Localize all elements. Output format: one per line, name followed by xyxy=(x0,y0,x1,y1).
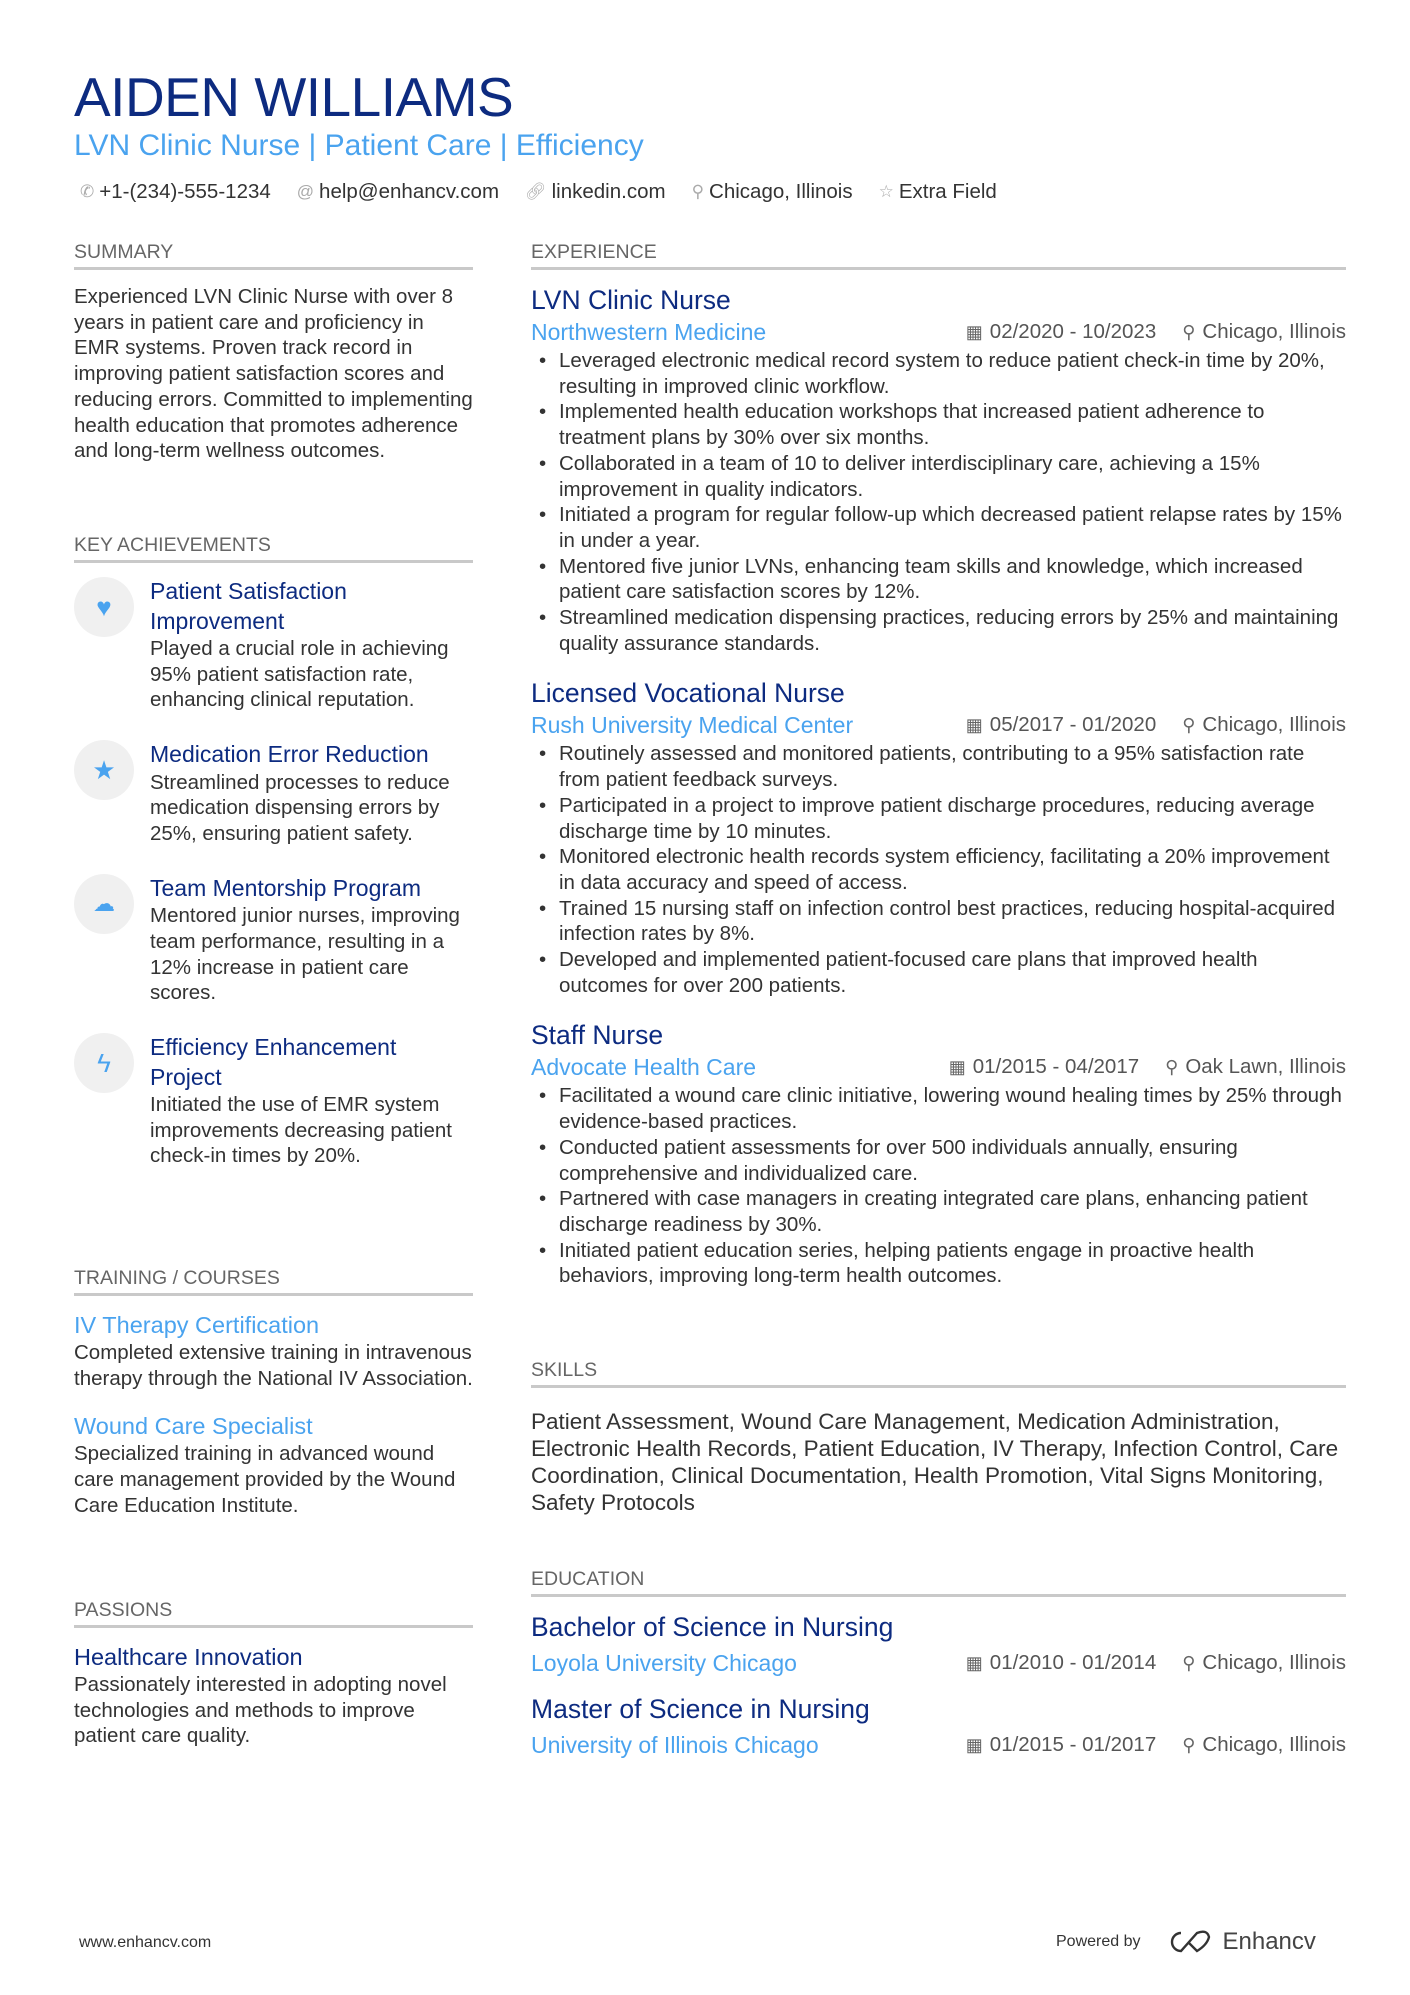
education-location xyxy=(1182,1733,1346,1757)
job-bullet: • Streamlined medication dispensing practices, reducing errors by 25% and maintaining quality assurance standards. xyxy=(559,605,1346,656)
link-icon: 🔗︎ xyxy=(525,182,547,201)
achievement-text: Initiated the use of EMR system improvements decreasing patient check-in times by 20%. xyxy=(150,1093,452,1168)
calendar-icon: ▦ xyxy=(965,1734,983,1755)
education-meta-row xyxy=(531,1643,1346,1683)
job-entry xyxy=(531,1019,1346,1289)
job-title: Staff Nurse xyxy=(531,1020,664,1051)
enhancv-logo-icon xyxy=(1167,1929,1213,1955)
education-meta-row xyxy=(531,1725,1346,1765)
training-text: Specialized training in advanced wound care management provided by the Wound Care Education Institute. xyxy=(74,1442,456,1517)
education-location xyxy=(1182,1651,1346,1675)
location-text: Chicago, Illinois xyxy=(1202,1651,1346,1674)
training-section xyxy=(74,1266,473,1519)
phone-text: +1-(234)-555-1234 xyxy=(99,180,271,203)
job-bullet: • Trained 15 nursing staff on infection control best practices, reducing hospital-acquired infection rates by 8%. xyxy=(559,896,1346,947)
education-dates xyxy=(966,1651,1156,1675)
company-name: Advocate Health Care xyxy=(531,1053,757,1080)
degree: Bachelor of Science in Nursing xyxy=(531,1612,894,1642)
linkedin-text: linkedin.com xyxy=(551,180,666,203)
contact-extra xyxy=(879,178,997,206)
dates-text: 01/2015 - 04/2017 xyxy=(972,1055,1140,1079)
education-section xyxy=(531,1567,1346,1765)
section-heading: TRAINING / COURSES xyxy=(74,1266,473,1296)
job-bullet: • Routinely assessed and monitored patients, contributing to a 95% satisfaction rate from patient feedback surveys. xyxy=(559,741,1346,792)
achievement-item xyxy=(74,740,473,847)
section-heading: KEY ACHIEVEMENTS xyxy=(74,533,473,563)
achievement-title: Team Mentorship Program xyxy=(150,874,421,901)
enhancv-logo[interactable] xyxy=(1167,1928,1316,1956)
job-dates xyxy=(966,320,1156,344)
footer-website[interactable]: www.enhancv.com xyxy=(79,1934,212,1951)
school-name: University of Illinois Chicago xyxy=(531,1731,819,1758)
contact-email[interactable] xyxy=(297,178,499,206)
calendar-icon: ▦ xyxy=(965,1652,983,1673)
job-bullets xyxy=(531,1083,1346,1289)
location-pin-icon: ⚲ xyxy=(1182,1734,1196,1755)
job-bullet: • Participated in a project to improve patient discharge procedures, reducing average discharge time by 10 minutes. xyxy=(559,793,1346,844)
job-bullet: • Implemented health education workshops that increased patient adherence to treatment plans by 30% over six months. xyxy=(559,399,1346,450)
job-bullet: • Initiated a program for regular follow-up which decreased patient relapse rates by 15% in under a year. xyxy=(559,502,1346,553)
calendar-icon: ▦ xyxy=(948,1056,966,1077)
education-entry xyxy=(531,1611,1346,1683)
at-icon: @ xyxy=(296,182,315,201)
training-title: Wound Care Specialist xyxy=(74,1413,313,1440)
job-entry xyxy=(531,677,1346,998)
education-entry xyxy=(531,1693,1346,1765)
achievement-item xyxy=(74,1033,473,1169)
email-text: help@enhancv.com xyxy=(319,180,500,203)
job-bullet: • Leveraged electronic medical record system to reduce patient check-in time by 20%, resulting in improved clinic workflow. xyxy=(559,348,1346,399)
achievement-title: Medication Error Reduction xyxy=(150,741,429,768)
job-dates xyxy=(966,713,1156,737)
dates-text: 01/2010 - 01/2014 xyxy=(989,1651,1157,1674)
achievement-item xyxy=(74,874,473,1006)
contact-linkedin[interactable] xyxy=(525,178,666,206)
achievement-title: Efficiency Enhancement Project xyxy=(150,1034,397,1090)
job-location xyxy=(1182,320,1346,344)
job-bullet: • Mentored five junior LVNs, enhancing team skills and knowledge, which increased patient care satisfaction scores by 12%. xyxy=(559,554,1346,605)
job-location xyxy=(1182,713,1346,737)
contact-bar xyxy=(80,178,997,206)
location-text: Chicago, Illinois xyxy=(709,180,853,203)
experience-section xyxy=(531,240,1346,1289)
powered-by-label: Powered by xyxy=(1056,1933,1141,1950)
location-pin-icon: ⚲ xyxy=(1182,714,1196,735)
degree: Master of Science in Nursing xyxy=(531,1694,870,1724)
job-location xyxy=(1165,1055,1346,1079)
calendar-icon: ▦ xyxy=(965,714,983,735)
dates-text: 01/2015 - 01/2017 xyxy=(989,1733,1157,1756)
job-bullet: • Initiated patient education series, helping patients engage in proactive health behaviors, improving long-term health outcomes. xyxy=(559,1238,1346,1289)
job-bullets xyxy=(531,348,1346,656)
job-meta-row xyxy=(531,316,1346,348)
bolt-icon: ϟ xyxy=(74,1033,134,1093)
section-heading: SKILLS xyxy=(531,1358,1346,1388)
job-bullet: • Facilitated a wound care clinic initiative, lowering wound healing times by 25% through evidence-based practices. xyxy=(559,1083,1346,1134)
training-title: IV Therapy Certification xyxy=(74,1312,320,1338)
education-dates xyxy=(966,1733,1156,1757)
brain-icon: ☁ xyxy=(74,874,134,934)
achievement-item xyxy=(74,577,473,713)
candidate-name: AIDEN WILLIAMS xyxy=(74,66,514,128)
footer-branding xyxy=(1056,1928,1316,1956)
location-pin-icon: ⚲ xyxy=(1182,1652,1196,1673)
location-text: Chicago, Illinois xyxy=(1202,1733,1346,1756)
job-entry xyxy=(531,284,1346,656)
skills-text: Patient Assessment, Wound Care Management, Medication Administration, Electronic Health Records, Patient Education, IV Therapy, Infection Control, Care Coordination, Clinical Documentation, Health Promotion, Vital Signs Monitoring, Safety Protocols xyxy=(531,1409,1339,1515)
star-icon: ☆ xyxy=(878,182,894,201)
achievement-text: Mentored junior nurses, improving team performance, resulting in a 12% increase in patient care scores. xyxy=(150,904,460,1005)
location-text: Oak Lawn, Illinois xyxy=(1185,1055,1346,1079)
star-icon: ★ xyxy=(74,740,134,800)
location-pin-icon: ⚲ xyxy=(1182,321,1196,342)
contact-location xyxy=(692,178,853,206)
summary-text: Experienced LVN Clinic Nurse with over 8 years in patient care and proficiency in EMR systems. Proven track record in improving patient satisfaction scores and reducing errors. Committed to implementing health education that promotes adherence and long-term wellness outcomes. xyxy=(74,285,473,463)
contact-phone xyxy=(80,178,271,206)
location-icon: ⚲ xyxy=(691,182,705,201)
summary-section xyxy=(74,240,473,464)
brand-name: Enhancv xyxy=(1222,1928,1316,1955)
job-bullet: • Monitored electronic health records system efficiency, facilitating a 20% improvement in data accuracy and speed of access. xyxy=(559,844,1346,895)
job-bullet: • Partnered with case managers in creating integrated care plans, enhancing patient discharge readiness by 30%. xyxy=(559,1186,1346,1237)
achievements-section xyxy=(74,533,473,1169)
dates-text: 02/2020 - 10/2023 xyxy=(989,320,1157,343)
extra-text: Extra Field xyxy=(898,180,997,203)
job-bullet: • Collaborated in a team of 10 to deliver interdisciplinary care, achieving a 15% improvement in quality indicators. xyxy=(559,451,1346,502)
job-meta-row xyxy=(531,1051,1346,1083)
calendar-icon: ▦ xyxy=(965,321,983,342)
passions-section xyxy=(74,1598,473,1749)
dates-text: 05/2017 - 01/2020 xyxy=(989,713,1157,737)
job-dates xyxy=(949,1055,1139,1079)
achievement-text: Played a crucial role in achieving 95% patient satisfaction rate, enhancing clinical reputation. xyxy=(150,637,449,712)
location-text: Chicago, Illinois xyxy=(1202,320,1346,343)
achievement-title: Patient Satisfaction Improvement xyxy=(150,578,347,634)
school-name: Loyola University Chicago xyxy=(531,1649,797,1676)
company-name: Northwestern Medicine xyxy=(531,318,767,345)
company-name: Rush University Medical Center xyxy=(531,711,854,738)
training-text: Completed extensive training in intravenous therapy through the National IV Association. xyxy=(74,1341,473,1390)
job-title: LVN Clinic Nurse xyxy=(531,285,731,315)
job-title: Licensed Vocational Nurse xyxy=(531,678,845,709)
section-heading: PASSIONS xyxy=(74,1598,473,1628)
job-meta-row xyxy=(531,709,1346,741)
passion-title: Healthcare Innovation xyxy=(74,1644,303,1670)
headline: LVN Clinic Nurse | Patient Care | Efficiency xyxy=(74,129,644,162)
heart-icon: ♥ xyxy=(74,577,134,637)
job-bullet: • Developed and implemented patient-focused care plans that improved health outcomes for over 200 patients. xyxy=(559,947,1346,998)
skills-section xyxy=(531,1358,1346,1516)
section-heading: EDUCATION xyxy=(531,1567,1346,1597)
job-bullet: • Conducted patient assessments for over 500 individuals annually, ensuring comprehensive and individualized care. xyxy=(559,1135,1346,1186)
section-heading: EXPERIENCE xyxy=(531,240,1346,270)
achievement-text: Streamlined processes to reduce medication dispensing errors by 25%, ensuring patient safety. xyxy=(150,770,450,846)
section-heading: SUMMARY xyxy=(74,240,473,270)
job-bullets xyxy=(531,741,1346,998)
passion-text: Passionately interested in adopting novel technologies and methods to improve patient care quality. xyxy=(74,1673,447,1748)
location-text: Chicago, Illinois xyxy=(1202,713,1346,737)
phone-icon: ✆ xyxy=(80,182,95,201)
location-pin-icon: ⚲ xyxy=(1165,1056,1179,1077)
